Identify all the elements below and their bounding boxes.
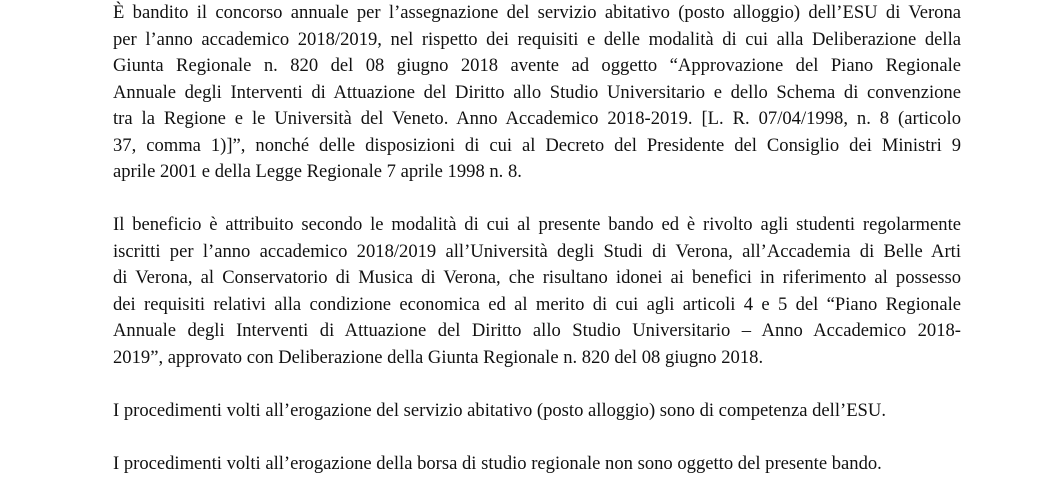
paragraph-beneficio — [113, 212, 961, 371]
text-line: 37, comma 1)]”, nonché delle disposizioni di cui al Decreto del Presidente del Consiglio dei Ministri 9 — [113, 134, 961, 156]
text-line: È bandito il concorso annuale per l’assegnazione del servizio abitativo (posto alloggio) dell’ESU di Verona — [113, 2, 961, 23]
text-line: iscritti per l’anno accademico 2018/2019 all’Università degli Studi di Verona, all’Accademia di Belle Arti — [113, 240, 961, 262]
text-line: Annuale degli Interventi di Attuazione del Diritto allo Studio Universitario – Anno Accademico 2018- — [113, 320, 961, 341]
document-body — [113, 0, 961, 477]
text-line: Annuale degli Interventi di Attuazione del Diritto allo Studio Universitario e dello Schema di convenzione — [113, 81, 961, 103]
text-line: I procedimenti volti all’erogazione della borsa di studio regionale non sono oggetto del presente bando. — [113, 452, 882, 474]
text-line: di Verona, al Conservatorio di Musica di Verona, che risultano idonei ai benefici in riferimento al possesso — [113, 267, 961, 288]
text-line: per l’anno accademico 2018/2019, nel rispetto dei requisiti e delle modalità di cui alla Deliberazione della — [113, 28, 961, 50]
text-line: 2019”, approvato con Deliberazione della Giunta Regionale n. 820 del 08 giugno 2018. — [113, 346, 764, 368]
paragraph-concorso — [113, 0, 961, 186]
paragraph-spacer — [113, 371, 961, 398]
text-line: Il beneficio è attribuito secondo le modalità di cui al presente bando ed è rivolto agli studenti regolarmente — [113, 214, 961, 235]
paragraph-servizio-abitativo — [113, 398, 961, 425]
paragraph-spacer — [113, 186, 961, 213]
text-line: dei requisiti relativi alla condizione economica ed al merito di cui agli articoli 4 e 5 del “Piano Regionale — [113, 293, 961, 315]
paragraph-spacer — [113, 424, 961, 451]
text-line: I procedimenti volti all’erogazione del servizio abitativo (posto alloggio) sono di competenza dell’ESU. — [113, 399, 886, 421]
paragraph-borsa-di-studio — [113, 451, 961, 478]
text-line: tra la Regione e le Università del Veneto. Anno Accademico 2018-2019. [L. R. 07/04/1998, n. 8 (articolo — [113, 108, 961, 129]
text-line: Giunta Regionale n. 820 del 08 giugno 2018 avente ad oggetto “Approvazione del Piano Regionale — [113, 55, 961, 76]
text-line: aprile 2001 e della Legge Regionale 7 aprile 1998 n. 8. — [113, 161, 522, 182]
